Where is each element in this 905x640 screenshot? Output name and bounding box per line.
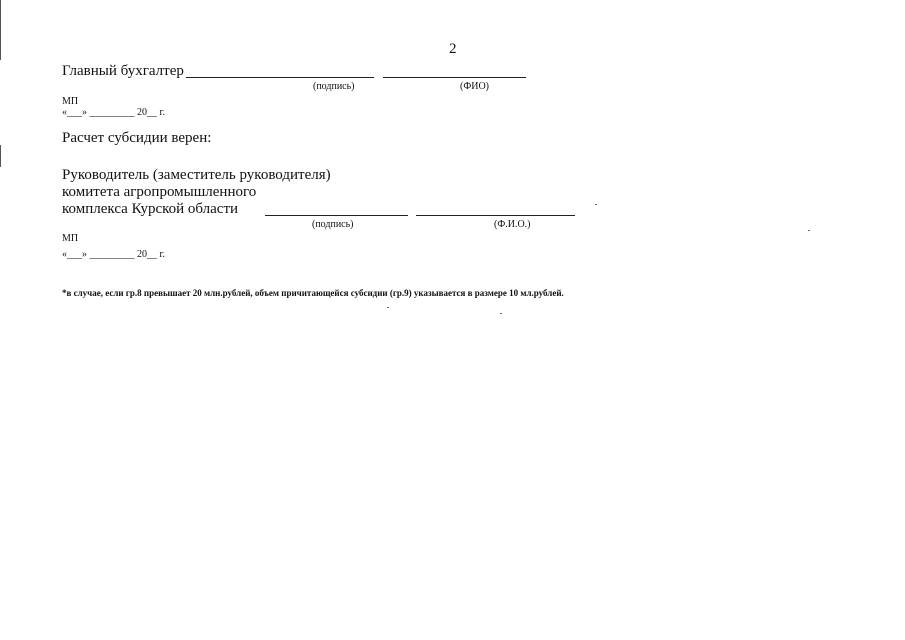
- head-title-line1: Руководитель (заместитель руководителя): [62, 167, 331, 183]
- footnote: *в случае, если гр.8 превышает 20 млн.рублей, объем причитающейся субсидии (гр.9) указывается в размере 10 мл.рублей.: [62, 288, 564, 298]
- head-title-line2: комитета агропромышленного: [62, 184, 257, 200]
- chief-accountant-name-line: [383, 77, 526, 78]
- head-signature-caption: (подпись): [312, 219, 354, 230]
- verification-note: Расчет субсидии верен:: [62, 130, 212, 146]
- head-name-caption: (Ф.И.О.): [494, 219, 531, 230]
- head-stamp: МП: [62, 233, 79, 244]
- chief-accountant-name-caption: (ФИО): [460, 81, 490, 92]
- chief-accountant-signature-line: [186, 77, 374, 78]
- scan-speck: [500, 313, 502, 314]
- chief-accountant-date-line: «___» _________ 20__ г.: [62, 107, 165, 118]
- chief-accountant-label: Главный бухгалтер: [62, 63, 184, 79]
- head-signature-line: [265, 215, 408, 216]
- scan-speck: [808, 230, 810, 231]
- scan-speck: [595, 204, 597, 205]
- chief-accountant-signature-caption: (подпись): [313, 81, 355, 92]
- page-number: 2: [449, 41, 457, 57]
- head-name-line: [416, 215, 575, 216]
- head-date-line: «___» _________ 20__ г.: [62, 249, 165, 260]
- head-title-line3: комплекса Курской области: [62, 201, 239, 217]
- chief-accountant-stamp: МП: [62, 96, 79, 107]
- scan-edge-mark: [0, 145, 1, 167]
- scan-speck: [387, 307, 389, 308]
- scan-edge-mark: [0, 0, 1, 60]
